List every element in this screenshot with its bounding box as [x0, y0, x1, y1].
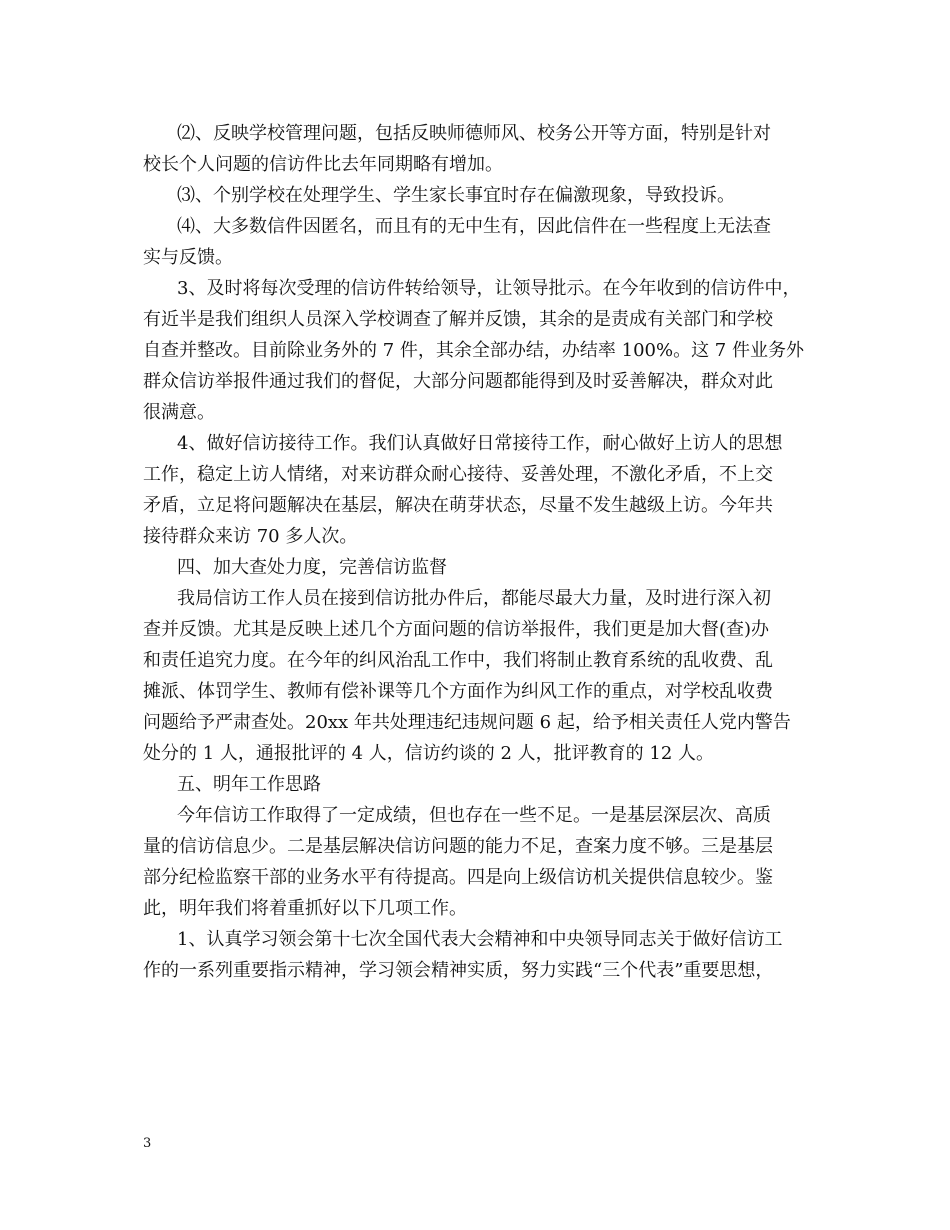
text-line: 和责任追究力度。在今年的纠风治乱工作中，我们将制止教育系统的乱收费、乱: [143, 650, 773, 671]
page-number: 3: [143, 1136, 152, 1151]
text-line: 我局信访工作人员在接到信访批办件后，都能尽最大力量，及时进行深入初: [177, 588, 771, 609]
text-line: 今年信访工作取得了一定成绩，但也存在一些不足。一是基层深层次、高质: [177, 805, 771, 826]
text-line: ⑷、大多数信件因匿名，而且有的无中生有，因此信件在一些程度上无法查: [177, 216, 771, 237]
text-line: 作的一系列重要指示精神，学习领会精神实质，努力实践“三个代表”重要思想，: [143, 960, 774, 981]
text-line: 有近半是我们组织人员深入学校调查了解并反馈，其余的是责成有关部门和学校: [143, 309, 773, 330]
body-text: [143, 118, 808, 986]
section-heading: 四、加大查处力度，完善信访监督: [177, 557, 447, 578]
text-line: 摊派、体罚学生、教师有偿补课等几个方面作为纠风工作的重点，对学校乱收费: [143, 681, 773, 702]
text-line: 4、做好信访接待工作。我们认真做好日常接待工作，耐心做好上访人的思想: [177, 433, 783, 454]
text-line: 接待群众来访 70 多人次。: [143, 526, 358, 547]
text-line: 实与反馈。: [143, 247, 233, 268]
section-heading: 五、明年工作思路: [177, 774, 321, 795]
text-line: 此，明年我们将着重抓好以下几项工作。: [143, 898, 467, 919]
text-line: 很满意。: [143, 402, 215, 423]
text-line: 部分纪检监察干部的业务水平有待提高。四是向上级信访机关提供信息较少。鉴: [143, 867, 773, 888]
text-line: 工作，稳定上访人情绪，对来访群众耐心接待、妥善处理，不激化矛盾，不上交: [143, 464, 773, 485]
text-line: 矛盾，立足将问题解决在基层，解决在萌芽状态，尽量不发生越级上访。今年共: [143, 495, 773, 516]
text-line: 1、认真学习领会第十七次全国代表大会精神和中央领导同志关于做好信访工: [177, 929, 783, 950]
text-line: 查并反馈。尤其是反映上述几个方面问题的信访举报件，我们更是加大督(查)办: [143, 619, 770, 640]
text-line: 群众信访举报件通过我们的督促，大部分问题都能得到及时妥善解决，群众对此: [143, 371, 773, 392]
text-line: ⑶、个别学校在处理学生、学生家长事宜时存在偏激现象，导致投诉。: [177, 185, 735, 206]
text-line: 量的信访信息少。二是基层解决信访问题的能力不足，查案力度不够。三是基层: [143, 836, 773, 857]
text-line: 3、及时将每次受理的信访件转给领导，让领导批示。在今年收到的信访件中，: [177, 278, 801, 299]
text-line: 自查并整改。目前除业务外的 7 件，其余全部办结，办结率 100%。这 7 件业务外: [143, 340, 804, 361]
text-line: ⑵、反映学校管理问题，包括反映师德师风、校务公开等方面，特别是针对: [177, 123, 771, 144]
text-line: 校长个人问题的信访件比去年同期略有增加。: [143, 154, 503, 175]
text-line: 处分的 1 人，通报批评的 4 人，信访约谈的 2 人，批评教育的 12 人。: [143, 743, 715, 764]
text-line: 问题给予严肃查处。20xx 年共处理违纪违规问题 6 起，给予相关责任人党内警告: [143, 712, 791, 733]
